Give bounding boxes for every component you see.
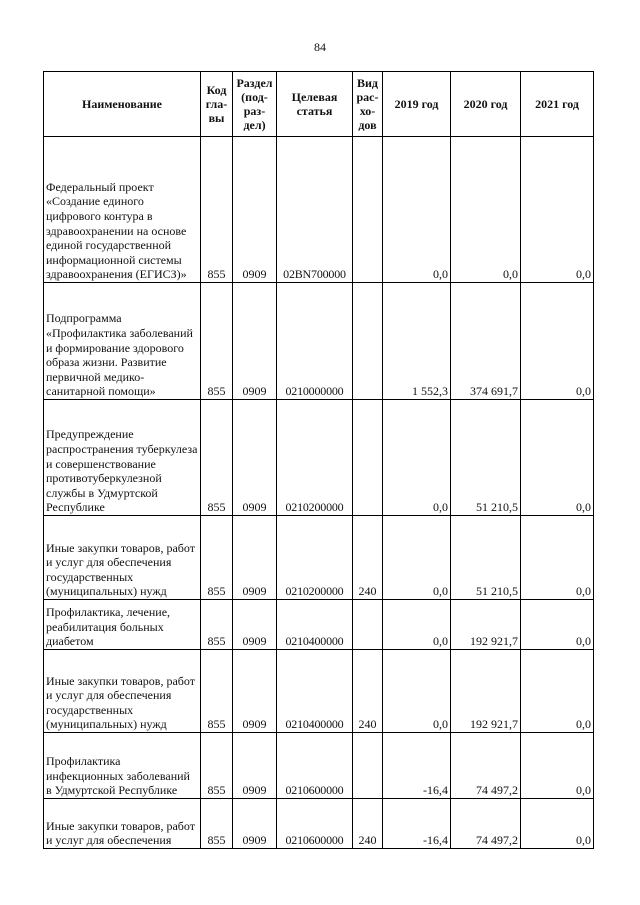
row-value-2021: 0,0 xyxy=(521,516,594,600)
row-expense-type xyxy=(353,400,383,516)
row-target-article: 0210600000 xyxy=(277,733,353,799)
row-chapter-code: 855 xyxy=(201,516,233,600)
row-name: Иные закупки товаров, работ и услуг для обеспечения государственных (муниципальных) нужд xyxy=(44,516,201,600)
header-row xyxy=(44,72,594,137)
row-expense-type xyxy=(353,600,383,650)
row-value-2021: 0,0 xyxy=(521,283,594,400)
row-value-2020: 51 210,5 xyxy=(451,400,521,516)
row-chapter-code: 855 xyxy=(201,600,233,650)
row-name: Иные закупки товаров, работ и услуг для обеспечения государственных (муниципальных) нужд xyxy=(44,650,201,733)
col-header-2021: 2021 год xyxy=(521,72,594,137)
row-value-2019: 0,0 xyxy=(383,516,451,600)
row-expense-type xyxy=(353,137,383,283)
row-section: 0909 xyxy=(233,799,277,849)
row-expense-type: 240 xyxy=(353,650,383,733)
row-section: 0909 xyxy=(233,650,277,733)
row-section: 0909 xyxy=(233,283,277,400)
row-target-article: 0210200000 xyxy=(277,516,353,600)
row-section: 0909 xyxy=(233,733,277,799)
row-target-article: 0210600000 xyxy=(277,799,353,849)
row-value-2020: 51 210,5 xyxy=(451,516,521,600)
row-section: 0909 xyxy=(233,400,277,516)
row-value-2019: 0,0 xyxy=(383,400,451,516)
col-header-section: Раздел (под- раз- дел) xyxy=(233,72,277,137)
row-value-2019: -16,4 xyxy=(383,799,451,849)
row-value-2019: 0,0 xyxy=(383,137,451,283)
budget-table xyxy=(43,71,594,849)
row-chapter-code: 855 xyxy=(201,733,233,799)
row-value-2021: 0,0 xyxy=(521,650,594,733)
row-value-2020: 192 921,7 xyxy=(451,650,521,733)
row-chapter-code: 855 xyxy=(201,799,233,849)
row-value-2019: 1 552,3 xyxy=(383,283,451,400)
row-value-2021: 0,0 xyxy=(521,600,594,650)
row-name: Подпрограмма «Профилактика заболеваний и формирование здорового образа жизни. Развитие первичной медико-санитарной помощи» xyxy=(44,283,201,400)
col-header-target-article: Целевая статья xyxy=(277,72,353,137)
row-name: Иные закупки товаров, работ и услуг для обеспечения xyxy=(44,799,201,849)
row-value-2019: -16,4 xyxy=(383,733,451,799)
table-row xyxy=(44,400,594,516)
table-row xyxy=(44,650,594,733)
row-value-2020: 192 921,7 xyxy=(451,600,521,650)
row-value-2020: 74 497,2 xyxy=(451,733,521,799)
table-row xyxy=(44,733,594,799)
row-value-2021: 0,0 xyxy=(521,733,594,799)
row-value-2019: 0,0 xyxy=(383,650,451,733)
row-expense-type: 240 xyxy=(353,516,383,600)
row-value-2021: 0,0 xyxy=(521,137,594,283)
row-expense-type: 240 xyxy=(353,799,383,849)
row-target-article: 0210200000 xyxy=(277,400,353,516)
row-value-2020: 74 497,2 xyxy=(451,799,521,849)
row-target-article: 0210400000 xyxy=(277,650,353,733)
row-value-2019: 0,0 xyxy=(383,600,451,650)
col-header-name: Наименование xyxy=(44,72,201,137)
row-value-2020: 0,0 xyxy=(451,137,521,283)
col-header-expense-type: Вид рас- хо- дов xyxy=(353,72,383,137)
row-chapter-code: 855 xyxy=(201,137,233,283)
row-value-2021: 0,0 xyxy=(521,400,594,516)
row-name: Предупреждение распространения туберкулеза и совершенствование противотуберкулезной службы в Удмуртской Республике xyxy=(44,400,201,516)
table-row xyxy=(44,137,594,283)
col-header-2019: 2019 год xyxy=(383,72,451,137)
row-section: 0909 xyxy=(233,600,277,650)
row-value-2020: 374 691,7 xyxy=(451,283,521,400)
row-expense-type xyxy=(353,283,383,400)
row-expense-type xyxy=(353,733,383,799)
page-number: 84 xyxy=(314,40,326,54)
row-chapter-code: 855 xyxy=(201,400,233,516)
row-section: 0909 xyxy=(233,516,277,600)
row-section: 0909 xyxy=(233,137,277,283)
row-name: Профилактика инфекционных заболеваний в Удмуртской Республике xyxy=(44,733,201,799)
col-header-2020: 2020 год xyxy=(451,72,521,137)
row-value-2021: 0,0 xyxy=(521,799,594,849)
row-target-article: 02BN700000 xyxy=(277,137,353,283)
row-name: Федеральный проект «Создание единого цифрового контура в здравоохранении на основе единой государственной информационной системы здравоохранения (ЕГИСЗ)» xyxy=(44,137,201,283)
table-row xyxy=(44,799,594,849)
row-target-article: 0210000000 xyxy=(277,283,353,400)
row-target-article: 0210400000 xyxy=(277,600,353,650)
row-name: Профилактика, лечение, реабилитация больных диабетом xyxy=(44,600,201,650)
row-chapter-code: 855 xyxy=(201,283,233,400)
col-header-chapter-code: Код гла- вы xyxy=(201,72,233,137)
table-row xyxy=(44,516,594,600)
row-chapter-code: 855 xyxy=(201,650,233,733)
table-row xyxy=(44,600,594,650)
table-row xyxy=(44,283,594,400)
